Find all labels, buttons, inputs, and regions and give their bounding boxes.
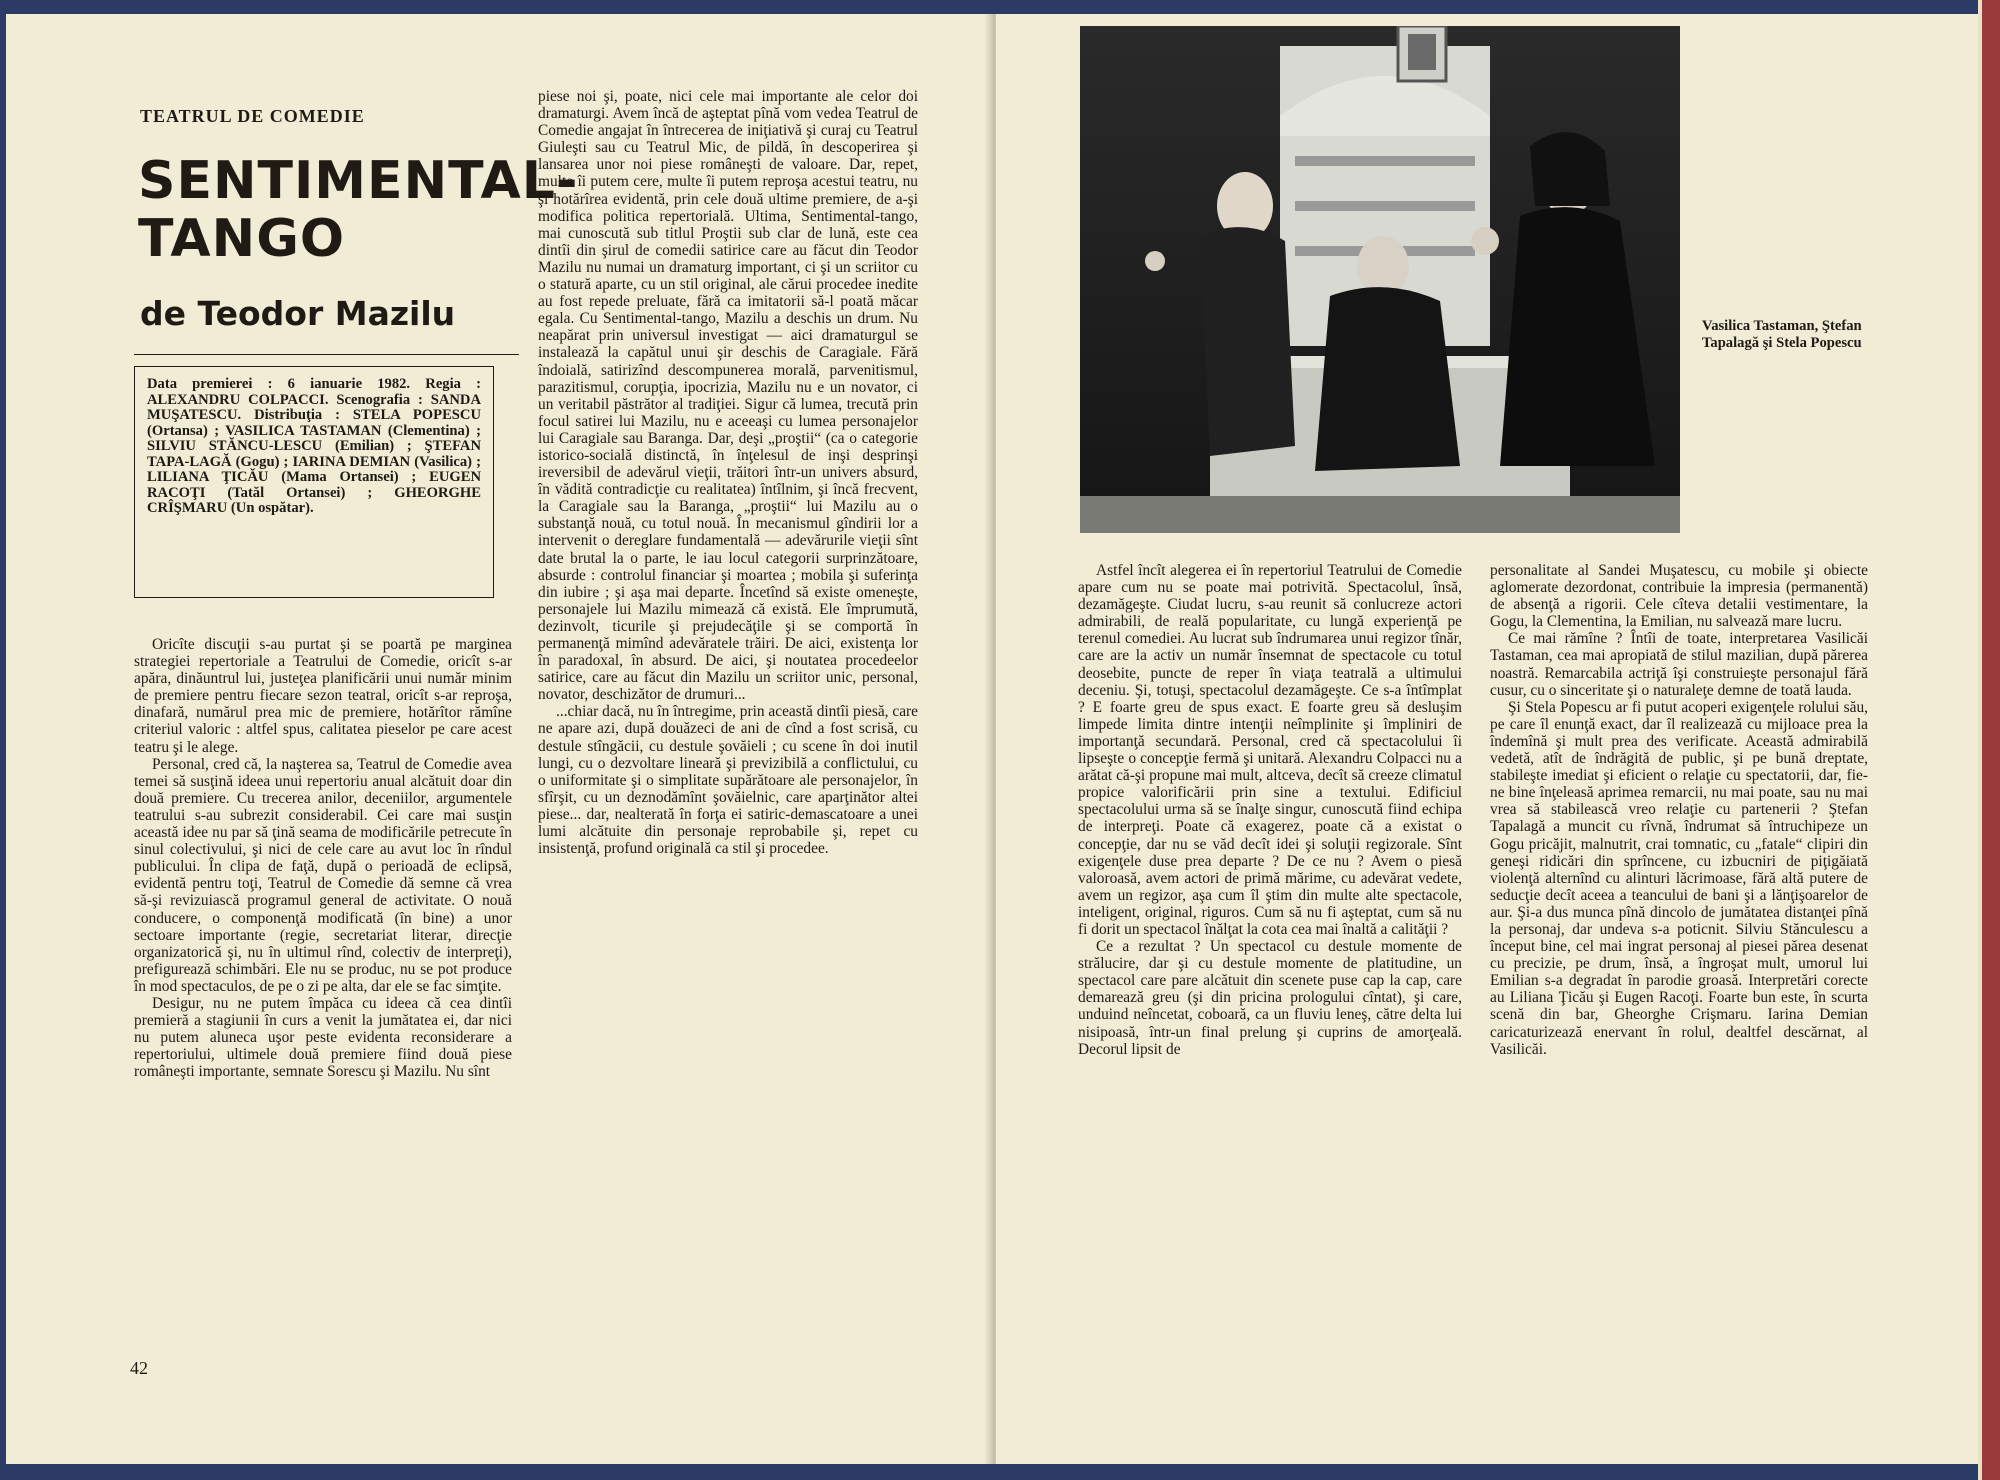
paragraph: piese noi şi, poate, nici cele mai importante ale celor doi dramaturgi. Avem încă de aşteptat pînă vom vedea Teatrul de Comedie angajat în întrecerea de iniţiativă şi curaj cu Teatrul Giuleşti sau cu Teatrul Mic, de pildă, în descoperirea şi lansarea unor noi piese româneşti de valoare. Dar, repet, multe îi putem cere, multe îi putem reproşa acestui teatru, nu şi hotărîrea evidentă, prin cele două ultime premiere, de a-şi modifica politica repertorială. Ultima, Sentimental-tango, mai cunoscută sub titlul Proştii sub clar de lună, este cea dintîi din şirul de comedii satirice care au făcut din Teodor Mazilu nu numai un dramaturg important, ci şi un scriitor cu o statură aparte, cu un stil original, ale cărui procedee inedite au fost repede preluate, fără ca imitatorii să-l poată măcar egala. Cu Sentimental-tango, Mazilu a deschis un drum. Nu neapărat prin universul investigat — aici dramaturgul se instalează la capătul unui şir deschis de Caragiale. Fără îndoială, satirizînd descompunerea morală, parvenitismul, parazitismul, corupţia, ipocrizia, Mazilu nu e un novator, ci un veritabil păstrător al tradiţiei. Sigur că lumea, trecută prin focul satirei lui Mazilu, nu e aceeaşi cu lumea personajelor lui Caragiale sau Baranga. Dar, deşi „proştii“ (ca o categorie istorico-socială distinctă, în înţelesul de inşi desprinşi ireversibil de adevărul vieţii, trăitori într-un univers absurd, în vădită contradicţie cu realitatea) întîlnim, şi încă frecvent, la Caragiale sau la Baranga, „proştii“ lui Mazilu au o substanţă nouă, cu totul nouă. În mecanismul gîndirii lor a intervenit o dereglare fundamentală — adevărurile vieţii sînt date brutal la o parte, le iau locul categorii surprinzătoare, absurde : controlul financiar şi moartea ; mobila şi suferinţa din iubire ; şi aşa mai departe. Încetînd să existe omeneşte, personajele lui Mazilu mimează că există. Ele împrumută, dezinvolt, ticurile şi prejudecăţile şi se comportă în permanenţă mimînd adevăratele trăiri. De aici, existenţa lor în paradoxal, în absurd. De aici, şi noutatea procedeelor satirice, care au făcut din Mazilu un scriitor unic, personal, novator, deschizător de drumuri... <box>538 88 918 704</box>
book-cover-edge <box>1982 0 2000 1480</box>
paragraph: Personal, cred că, la naşterea sa, Teatrul de Comedie avea temei să susţină ideea unui repertoriu anual alcătuit doar din două premiere. Cu trecerea anilor, deceniilor, argumentele teatrului s-au subrezit considerabil. Cei care mai susţin această idee nu par să ţină seama de modificările petrecute în sinul colectivului, şi nici de cele care au avut loc în rîndul publicului. În clipa de faţă, după o perioadă de eclipsă, evidentă pentru toţi, Teatrul de Comedie dă semne că vrea să-şi revizuiască programul general de activitate. O nouă conducere, o componenţă modificată (în bine) a unor sectoare importante (regie, secretariat literar, direcţie organizatorică şi, nu în ultimul rînd, colectiv de interpreţi), prefigurează schimbări. Ele nu se produc, nu se pot produce în mod spectaculos, de pe o zi pe alta, dar ele se fac simţite. <box>134 755 512 995</box>
paragraph: Ce a rezultat ? Un spectacol cu destule momente de strălucire, dar şi cu destule momente de platitudine, un spectacol care pare alcătuit din scenete puse cap la cap, care demarează greu (şi din pricina prologului cîntat), şi care, unduind neîncetat, coboară, ca un fluviu leneş, către delta lui nisipoasă, într-un final prelung şi cuprins de amorţeală. Decorul lipsit de <box>1078 938 1462 1058</box>
author-divider <box>134 354 519 355</box>
paragraph: Şi Stela Popescu ar fi putut acoperi exigenţele rolului său, pe care îl enunţă exact, dar îl realizează cu mijloace prea la îndemînă şi mult prea des verificate. Această admirabilă vedetă, atît de îndrăgită de public, şi pe bună dreptate, stabileşte imediat şi eficient o relaţie cu spectatorii, dar, fie-ne bine înţeleasă aprimea remarcii, nu mai poate, sau nu mai vrea să stabilească vreo relaţie cu partenerii ? Ştefan Tapalagă a muncit cu rîvnă, îndrumat să întruchipeze un Gogu pricăjit, malnutrit, crai tomnatic, cu „fatale“ clipiri din geneşi ridicări din sprîncene, cu izbucniri de piţigăiată violenţă alternînd cu alinturi lăcrimoase, fără altă putere de seducţie decît aceea a teancului de bani şi a lănţişoarelor de aur. Şi-a dus munca pînă dincolo de jumătatea distanţei pînă la personaj, dar undeva s-a poticnit. Silviu Stănculescu a început bine, cel mai ingrat personaj al piesei părea desenat cu precizie, pe drum, însă, a îngroşat mult, umorul lui Emilian s-a degradat în parodie groasă. Interpretări corecte au Liliana Ţicău şi Eugen Racoţi. Foarte bun este, în scurta scenă din bar, Gheorghe Crişmaru. Iarina Demian caricaturizează enervant în rolul, dealtfel descărnat, al Vasilicăi. <box>1490 698 1868 1058</box>
text-column-3 <box>1078 562 1462 1058</box>
photo-caption: Vasilica Tastaman, Ştefan Tapalagă şi Stela Popescu <box>1702 318 1862 351</box>
paragraph: Ce mai rămîne ? Întîi de toate, interpretarea Vasilicăi Tastaman, cea mai apropiată de stilul mazilian, după părerea noastră. Remarcabila actriţă îşi construieşte personajul fără cusur, cu o sinceritate şi o naturaleţe demne de toată lauda. <box>1490 630 1868 699</box>
paragraph: personalitate al Sandei Muşatescu, cu mobile şi obiecte aglomerate dezordonat, contribuie la impresia (permanentă) de absenţă a rigorii. Cele cîteva detalii vestimentare, la Gogu, la Clementina, la Emilian, nu salvează mare lucru. <box>1490 562 1868 631</box>
credits-box: Data premierei : 6 ianuarie 1982. Regia : ALEXANDRU COLPACCI. Scenografia : SANDA MUŞATESCU. Distribuţia : STELA POPESCU (Ortansa) ; VASILICA TASTAMAN (Clementina) ; SILVIU STĂNCU-LESCU (Emilian) ; ŞTEFAN TAPA-LAGĂ (Gogu) ; IARINA DEMIAN (Vasilica) ; LILIANA ŢICĂU (Mama Ortansei) ; EUGEN RACOŢI (Tatăl Ortansei) ; GHEORGHE CRÎŞMARU (Un ospătar). <box>134 366 494 598</box>
text-column-2 <box>538 88 918 857</box>
stage-photo <box>1080 26 1680 533</box>
article-author: de Teodor Mazilu <box>140 294 456 333</box>
page-number: 42 <box>130 1358 148 1378</box>
paragraph: Desigur, nu ne putem împăca cu ideea că cea dintîi premieră a stagiunii în curs a venit la jumătatea ei, dar nici nu putem aluneca uşor peste evidenta reconsiderare a repertoriului, ultimele două premiere fiind două piese româneşti importante, semnate Sorescu şi Mazilu. Nu sînt <box>134 994 512 1081</box>
paragraph: ...chiar dacă, nu în întregime, prin această dintîi piesă, care ne apare azi, după douăzeci de ani de cînd a fost scrisă, cu destule stîngăcii, cu destule şovăieli ; cu scene în doi inutil lungi, cu o dezvoltare lineară şi previzibilă a conflictului, cu o uniformitate şi o simplitate supărătoare ale personajelor, în sfîrşit, cu un deznodămînt şovăielnic, care aparţinător altei piese... dar, nealterată în forţa ei satiric-demascatoare a unei lumi alcătuite din personaje reprobabile şi, repet cu insistenţă, profund originală ca stil şi procedee. <box>538 703 918 858</box>
paragraph: Oricîte discuţii s-au purtat şi se poartă pe marginea strategiei repertoriale a Teatrului de Comedie, oricît s-ar apăra, dinăuntrul lui, justeţea planificării unui număr minim de premiere pentru fiecare sezon teatral, oricît s-ar reproşa, dinafară, numărul prea mic de premiere, hotărîtor rămîne criteriul valoric : altfel spus, calitatea pieselor pe care acest teatru şi le alege. <box>134 636 512 756</box>
section-heading: TEATRUL DE COMEDIE <box>140 106 365 126</box>
title-line-1: SENTIMENTAL- <box>138 151 579 211</box>
paragraph: Astfel încît alegerea ei în repertoriul Teatrului de Comedie apare cum nu se poate mai potrivită. Spectacolul, însă, dezamăgeşte. Ciudat lucru, s-au reunit să conlucreze actori admirabili, de reală popularitate, cu lungă experienţă pe terenul comediei. Au lucrat sub îndrumarea unui regizor tînăr, care are la activ un număr însemnat de spectacole cu totul deosebite, puncte de reper în viaţa teatrală a ultimului deceniu. Şi, totuşi, spectacolul dezamăgeşte. Ce s-a întîmplat ? E foarte greu de spus exact. E foarte greu să desluşim limpede limita dintre intenţii neîmplinite şi împliniri de importanţă secundară. Personal, cred că spectacolului îi lipseşte o concepţie fermă şi unitară. Alexandru Colpacci nu a arătat că-şi propune mai mult, altceva, decît să creeze climatul propice valorificării prin sine a textului. Edificiul spectacolului urma să se înalţe singur, cunoscută fiind echipa de interpreţi. Poate că exagerez, poate că a existat o concepţie, dar nu se văd decît idei şi soluţii regizorale. Sînt exigenţele duse prea departe ? De ce nu ? Avem o piesă valoroasă, avem actori de primă mărime, cu adevărat vedete, avem un regizor, aşa cum îl ştim din multe alte spectacole, inteligent, original, riguros. Cum să nu fi aşteptat, cum să nu fi dorit un spectacol înălţat la cota cea mai înaltă a calităţii ? <box>1078 562 1462 938</box>
text-column-4 <box>1490 562 1868 1058</box>
text-column-1 <box>134 636 512 1080</box>
article-title <box>138 151 579 269</box>
stage-photo-image <box>1080 26 1680 533</box>
title-line-2: TANGO <box>138 209 346 269</box>
